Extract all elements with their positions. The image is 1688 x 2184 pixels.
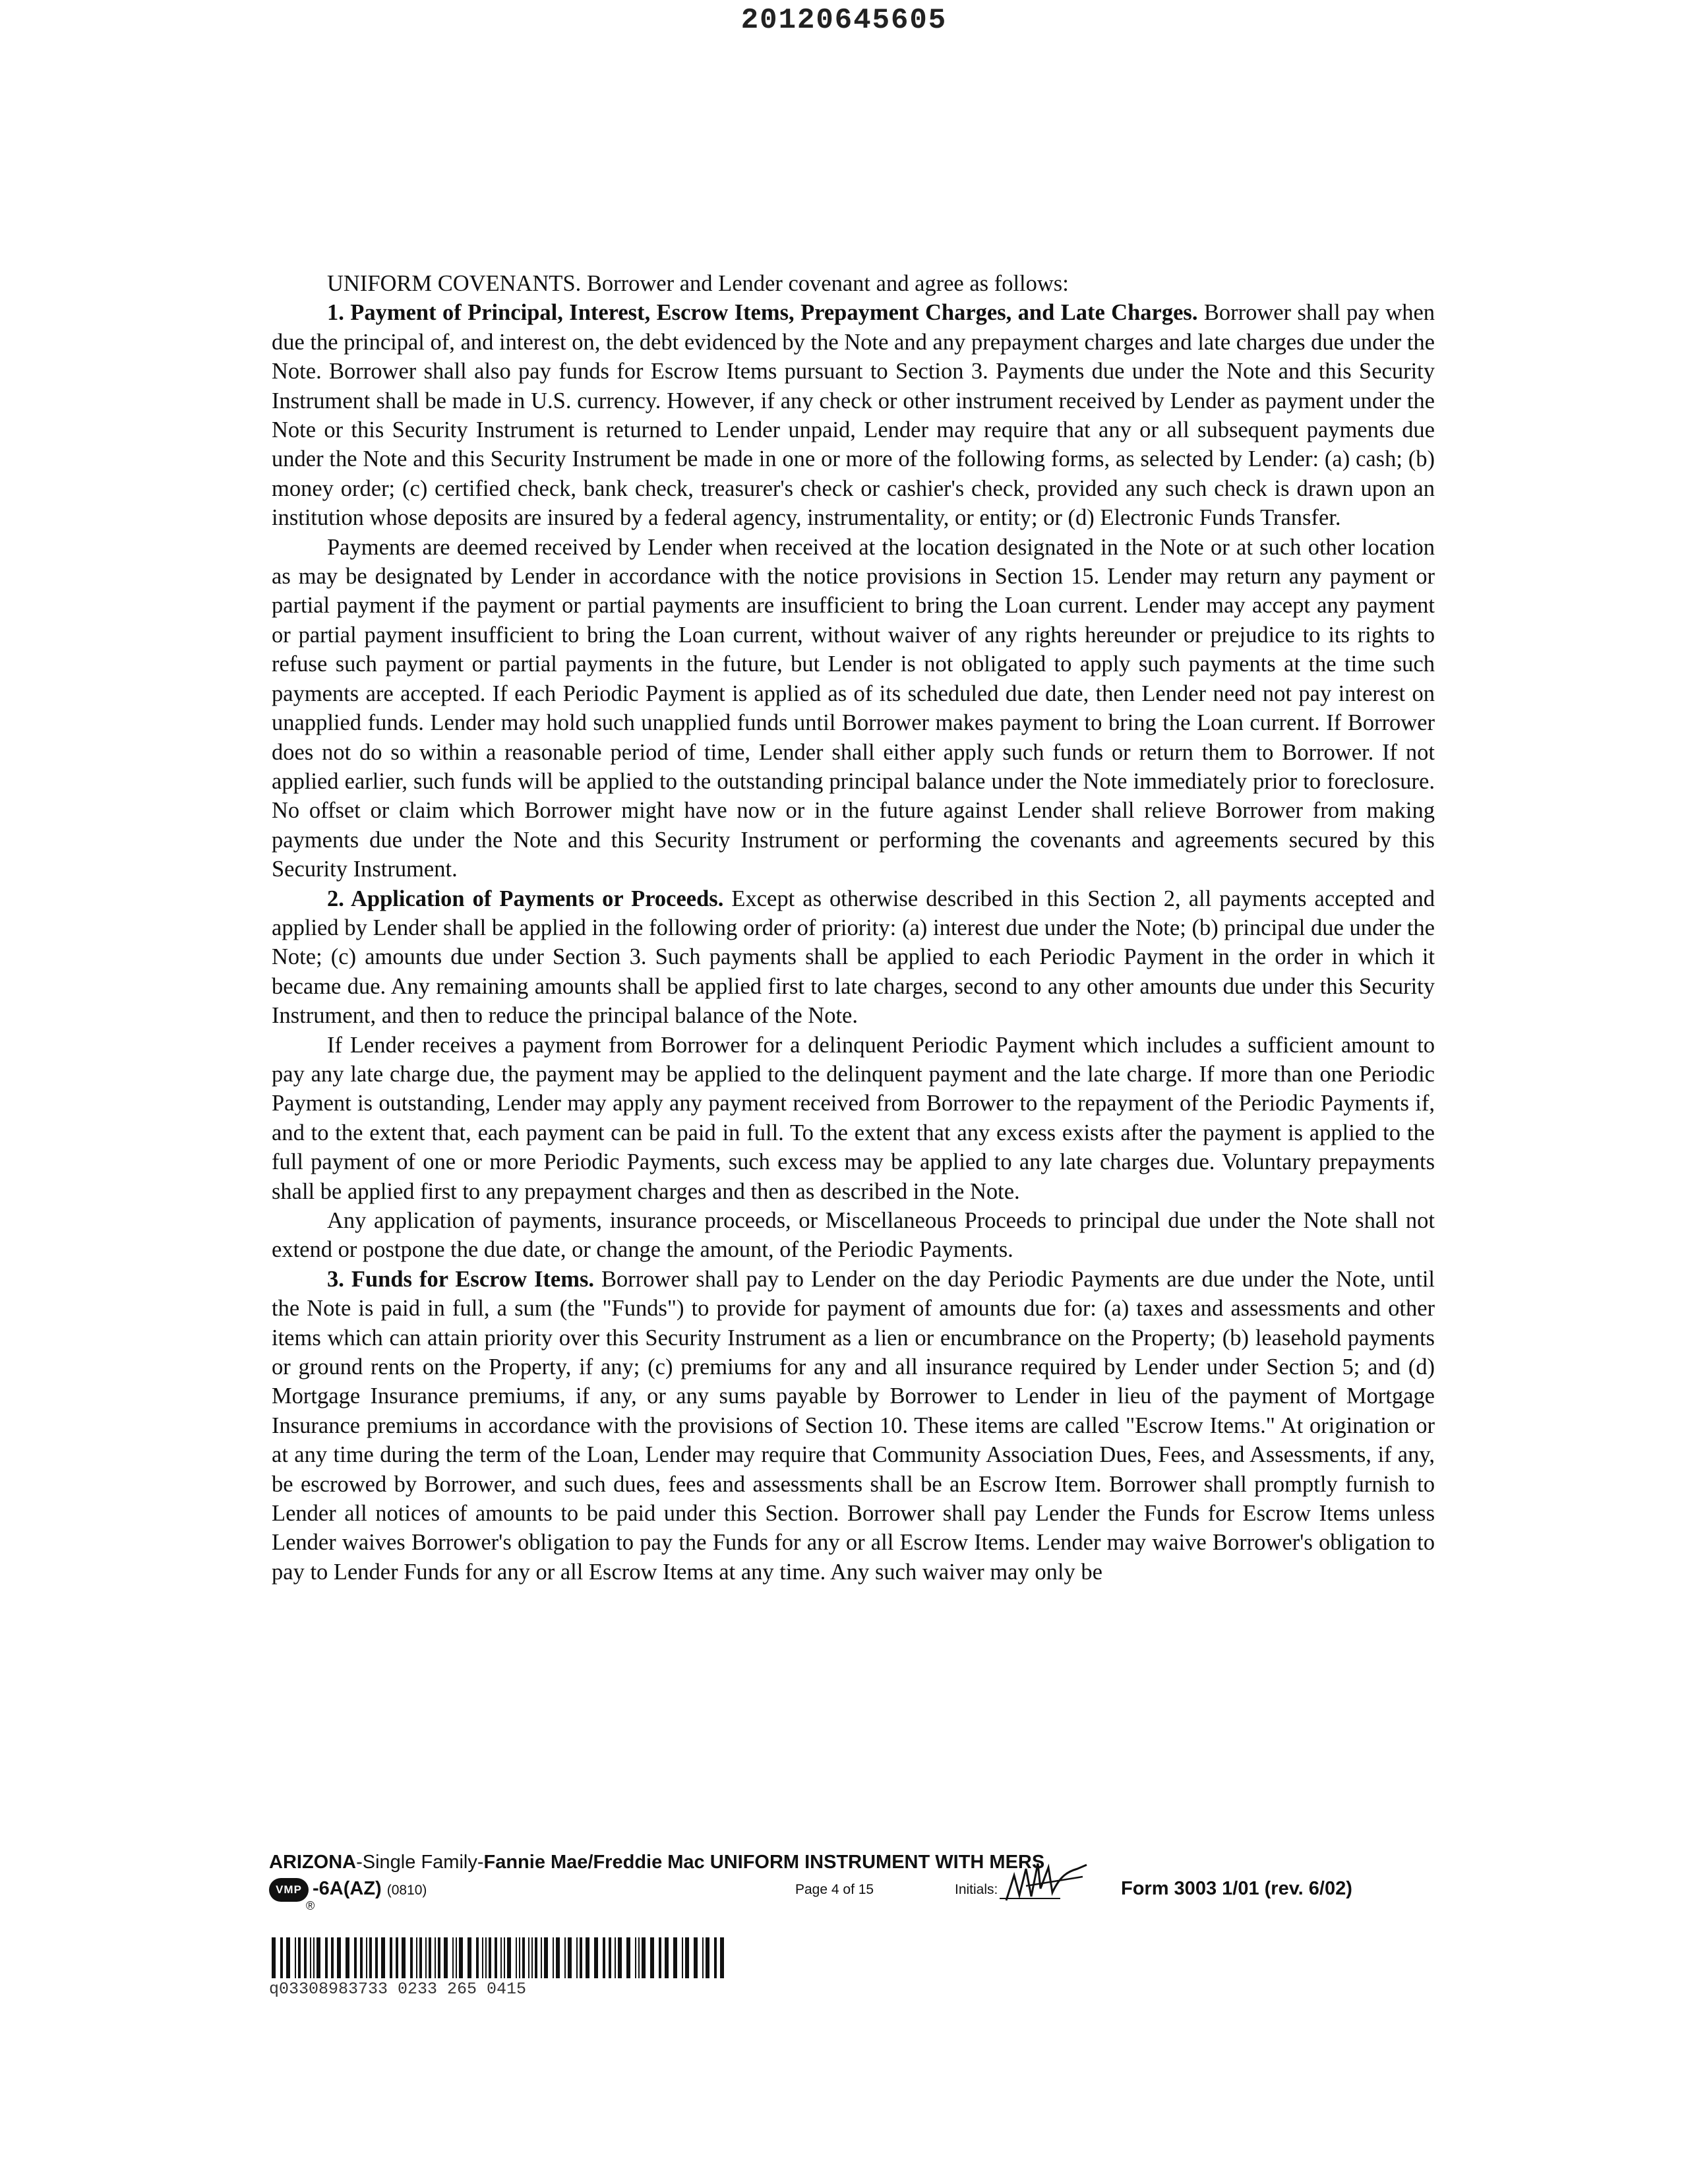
barcode-bar: [346, 1937, 349, 1978]
page-number: Page 4 of 15: [795, 1882, 874, 1897]
barcode-bar: [402, 1937, 406, 1978]
barcode-bar: [541, 1937, 542, 1978]
form-footer-details: [269, 1878, 1430, 1911]
barcode-bar: [665, 1937, 669, 1978]
barcode: [269, 1937, 731, 1980]
form-code: [313, 1878, 427, 1900]
barcode-bar: [419, 1937, 422, 1978]
covenants-intro: UNIFORM COVENANTS. Borrower and Lender covenant and agree as follows:: [327, 271, 1069, 296]
barcode-bar: [638, 1937, 640, 1978]
barcode-bar: [489, 1937, 491, 1978]
barcode-bar: [325, 1937, 328, 1978]
form-code-value: -6A(AZ): [313, 1878, 382, 1899]
barcode-bar: [544, 1937, 548, 1978]
section-2-application-text: Any application of payments, insurance proceeds, or Miscellaneous Proceeds to principal due under the Note shall not extend or postpone the due date, or change the amount, of the Periodic Payments.: [272, 1208, 1435, 1263]
barcode-bar: [594, 1937, 598, 1978]
document-body: [272, 269, 1435, 1587]
section-1-continued-text: Payments are deemed received by Lender when received at the location designated in the Note or at such other location as may be designated by Lender in accordance with the notice provisions in Section 15. Lender may return any payment or partial payment if the payment or partial payments are insufficient to bring the Loan current. Lender may accept any payment or partial payment insufficient to bring the Loan current, without waiver of any rights hereunder or prejudice to its rights to refuse such payment or partial payments in the future, but Lender is not obligated to apply such payments at the time such payments are accepted. If each Periodic Payment is applied as of its scheduled due date, then Lender need not pay interest on unapplied funds. Lender may hold such unapplied funds until Borrower makes payment to bring the Loan current. If Borrower does not do so within a reasonable period of time, Lender shall either apply such funds or return them to Borrower. If not applied earlier, such funds will be applied to the outstanding principal balance under the Note immediately prior to foreclosure. No offset or claim which Borrower might have now or in the future against Lender shall relieve Borrower from making payments due under the Note and this Security Instrument or performing the covenants and agreements secured by this Security Instrument.: [272, 534, 1435, 882]
barcode-bar: [313, 1937, 315, 1978]
barcode-bar: [337, 1937, 341, 1978]
barcode-bar: [304, 1937, 307, 1978]
barcode-bar: [459, 1937, 463, 1978]
barcode-bar: [659, 1937, 661, 1978]
barcode-bar: [609, 1937, 611, 1978]
barcode-bar: [390, 1937, 392, 1978]
barcode-bar: [576, 1937, 578, 1978]
section-3-heading: 3. Funds for Escrow Items.: [327, 1266, 595, 1292]
barcode-bar: [580, 1937, 582, 1978]
footer-state: ARIZONA: [269, 1852, 357, 1873]
form-footer-title: [269, 1852, 1430, 1873]
barcode-bar: [410, 1937, 413, 1978]
barcode-bar: [615, 1937, 616, 1978]
barcode-bar: [310, 1937, 311, 1978]
barcode-bar: [331, 1937, 334, 1978]
barcode-bar: [673, 1937, 677, 1978]
section-2-delinquent-paragraph: [272, 1031, 1435, 1206]
barcode-bar: [507, 1937, 511, 1978]
form-identifier: Form 3003 1/01 (rev. 6/02): [1121, 1878, 1352, 1899]
section-2-delinquent-text: If Lender receives a payment from Borrower for a delinquent Periodic Payment which includes a sufficient amount to pay any late charge due, the payment may be applied to the delinquent payment and the late charge. If more than one Periodic Payment is outstanding, Lender may apply any payment received from Borrower to the repayment of the Periodic Payments if, and to the extent that, each payment can be paid in full. To the extent that any excess exists after the payment is applied to the full payment of one or more Periodic Payments, such excess may be applied to any late charges due. Voluntary prepayments shall be applied first to any prepayment charges and then as described in the Note.: [272, 1032, 1435, 1204]
barcode-bar: [369, 1937, 372, 1978]
barcode-bar: [425, 1937, 427, 1978]
barcode-bar: [444, 1937, 448, 1978]
form-code-version: (0810): [386, 1883, 427, 1898]
barcode-bar: [482, 1937, 483, 1978]
barcode-bar: [375, 1937, 378, 1978]
section-1-heading: 1. Payment of Principal, Interest, Escrow Items, Prepayment Charges, and Late Charges.: [327, 300, 1198, 326]
barcode-bar: [586, 1937, 589, 1978]
barcode-bar: [435, 1937, 436, 1978]
barcode-bar: [720, 1937, 724, 1978]
section-2-paragraph: [272, 884, 1435, 1031]
barcode-number: q03308983733 0233 265 0415: [269, 1980, 527, 1999]
barcode-bar: [485, 1937, 487, 1978]
barcode-bar: [295, 1937, 296, 1978]
registered-mark: ®: [306, 1899, 315, 1912]
barcode-bar: [564, 1937, 566, 1978]
barcode-bar: [528, 1937, 529, 1978]
section-2-heading: 2. Application of Payments or Proceeds.: [327, 886, 724, 911]
barcode-bar: [556, 1937, 560, 1978]
barcode-bar: [714, 1937, 717, 1978]
barcode-bar: [694, 1937, 698, 1978]
barcode-bar: [360, 1937, 363, 1978]
barcode-bar: [280, 1937, 283, 1978]
document-number: 20120645605: [740, 4, 948, 37]
barcode-bar: [429, 1937, 431, 1978]
barcode-bar: [635, 1937, 636, 1978]
barcode-bar: [495, 1937, 497, 1978]
barcode-bar: [316, 1937, 320, 1978]
barcode-bar: [298, 1937, 301, 1978]
footer-instrument-title: UNIFORM INSTRUMENT WITH MERS: [704, 1852, 1045, 1873]
barcode-bar: [519, 1937, 520, 1978]
barcode-bar: [535, 1937, 537, 1978]
barcode-bar: [456, 1937, 457, 1978]
section-3-paragraph: [272, 1265, 1435, 1587]
section-1-continued-paragraph: [272, 533, 1435, 884]
barcode-bar: [650, 1937, 654, 1978]
barcode-bar: [286, 1937, 290, 1978]
barcode-bar: [476, 1937, 479, 1978]
section-2-application-paragraph: [272, 1206, 1435, 1265]
footer-agencies: Fannie Mae/Freddie Mac: [483, 1852, 705, 1873]
barcode-bar: [531, 1937, 533, 1978]
barcode-bar: [642, 1937, 646, 1978]
section-1-paragraph: [272, 298, 1435, 532]
initials-signature: [1000, 1849, 1092, 1908]
barcode-bar: [516, 1937, 517, 1978]
barcode-bar: [438, 1937, 440, 1978]
section-3-text: Borrower shall pay to Lender on the day Periodic Payments are due under the Note, until the Note is paid in full, a sum (the "Funds") to provide for payment of amounts due for: (a) taxes and assessments and other items which can attain priority over this Security Instrument as a lien or encumbrance on the Property; (b) leasehold payments or ground rents on the Property, if any; (c) premiums for any and all insurance required by Lender under Section 5; and (d) Mortgage Insurance premiums, if any, or any sums payable by Borrower to Lender in lieu of the payment of Mortgage Insurance premiums in accordance with the provisions of Section 10. These items are called "Escrow Items." At origination or at any time during the term of the Loan, Lender may require that Community Association Dues, Fees, and Assessments, if any, be escrowed by Borrower, and such dues, fees and assessments shall be an Escrow Item. Borrower shall promptly furnish to Lender all notices of amounts to be paid under this Section. Borrower shall pay Lender the Funds for Escrow Items unless Lender waives Borrower's obligation to pay the Funds for any or all Escrow Items. Lender may waive Borrower's obligation to pay to Lender Funds for any or all Escrow Items at any time. Any such waiver may only be: [272, 1266, 1435, 1585]
barcode-bar: [366, 1937, 367, 1978]
barcode-bar: [452, 1937, 454, 1978]
barcode-bar: [626, 1937, 630, 1978]
barcode-bar: [553, 1937, 554, 1978]
barcode-bar: [381, 1937, 385, 1978]
barcode-bar: [522, 1937, 525, 1978]
barcode-bar: [272, 1937, 276, 1978]
vmp-logo: VMP: [269, 1878, 309, 1902]
barcode-bar: [354, 1937, 357, 1978]
barcode-bar: [685, 1937, 689, 1978]
barcode-bar: [500, 1937, 502, 1978]
footer-family-type: -Single Family-: [356, 1852, 484, 1873]
barcode-bar: [568, 1937, 572, 1978]
barcode-bar: [603, 1937, 605, 1978]
barcode-bar: [706, 1937, 709, 1978]
barcode-bar: [467, 1937, 471, 1978]
initials-label: Initials:: [955, 1882, 998, 1897]
section-2-text: Except as otherwise described in this Section 2, all payments accepted and applied by Lender shall be applied in the following order of priority: (a) interest due under the Note; (b) principal due under the Note; (c) amounts due under Section 3. Such payments shall be applied to each Periodic Payment in the order in which it became due. Any remaining amounts shall be applied first to late charges, second to any other amounts due under this Security Instrument, and then to reduce the principal balance of the Note.: [272, 886, 1435, 1029]
barcode-bar: [682, 1937, 683, 1978]
barcode-bar: [396, 1937, 398, 1978]
barcode-bar: [504, 1937, 505, 1978]
barcode-bar: [702, 1937, 704, 1978]
section-1-text: Borrower shall pay when due the principal of, and interest on, the debt evidenced by the Note and any prepayment charges and late charges due under the Note. Borrower shall also pay funds for Escrow Items pursuant to Section 3. Payments due under the Note and this Security Instrument shall be made in U.S. currency. However, if any check or other instrument received by Lender as payment under the Note or this Security Instrument is returned to Lender unpaid, Lender may require that any or all subsequent payments due under the Note and this Security Instrument be made in one or more of the following forms, as selected by Lender: (a) cash; (b) money order; (c) certified check, bank check, treasurer's check or cashier's check, provided any such check is drawn upon an institution whose deposits are insured by a federal agency, instrumentality, or entity; or (d) Electronic Funds Transfer.: [272, 300, 1435, 531]
barcode-bar: [618, 1937, 622, 1978]
barcode-bar: [416, 1937, 417, 1978]
